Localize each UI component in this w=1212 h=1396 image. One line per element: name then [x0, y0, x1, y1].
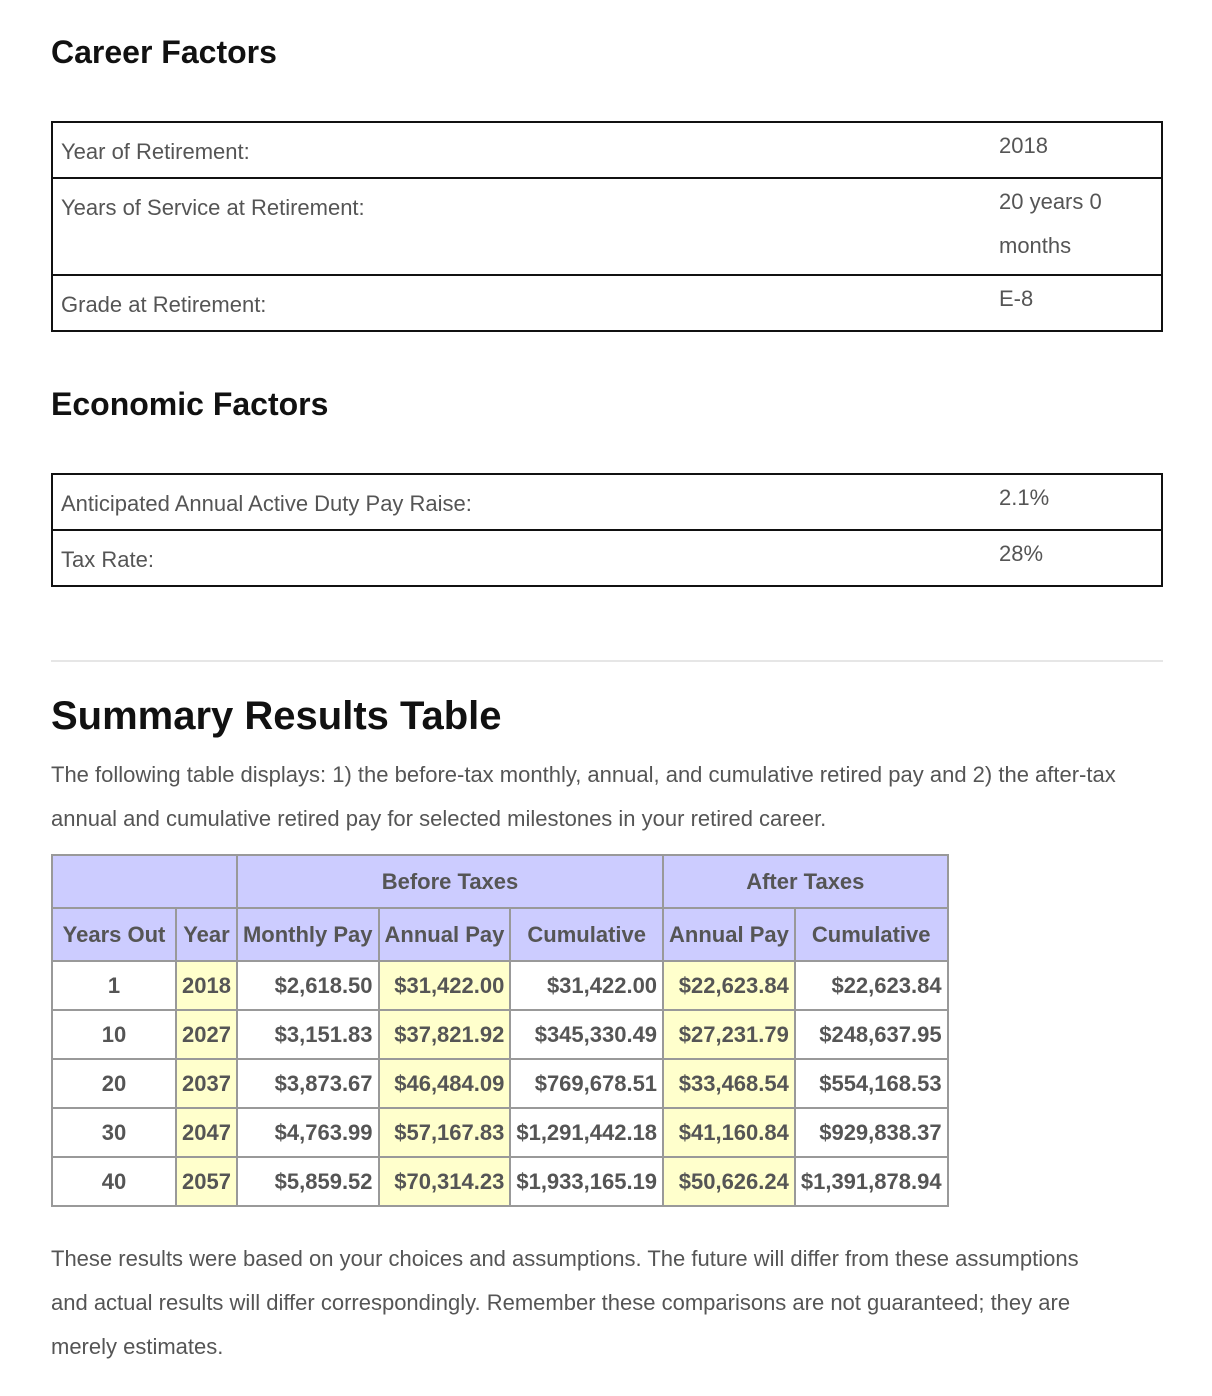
economic-factors-heading: Economic Factors: [51, 386, 329, 422]
table-row: [52, 530, 1162, 586]
annual-pay-after-cell: $27,231.79: [663, 1010, 795, 1059]
col-annual-pay-before: Annual Pay: [379, 908, 511, 961]
annual-pay-before-cell: $57,167.83: [379, 1108, 511, 1157]
year-cell: 2047: [176, 1108, 237, 1157]
table-row: [52, 474, 1162, 530]
annual-pay-after-cell: $41,160.84: [663, 1108, 795, 1157]
cumulative-after-cell: $248,637.95: [795, 1010, 948, 1059]
table-row: [52, 1010, 948, 1059]
pay-raise-label: Anticipated Annual Active Duty Pay Raise:: [61, 491, 472, 516]
pay-raise-value: [991, 474, 1162, 530]
cumulative-before-cell: $345,330.49: [510, 1010, 663, 1059]
before-taxes-header: Before Taxes: [237, 855, 663, 908]
cumulative-before-cell: $1,291,442.18: [510, 1108, 663, 1157]
cumulative-after-cell: $929,838.37: [795, 1108, 948, 1157]
years-out-cell: 10: [52, 1010, 176, 1059]
tax-rate-value: [991, 530, 1162, 586]
table-row: [52, 178, 1162, 275]
monthly-pay-cell: $3,873.67: [237, 1059, 379, 1108]
grade-at-retirement-value: [991, 275, 1162, 331]
career-factors-table: [51, 121, 1163, 332]
col-years-out: Years Out: [52, 908, 176, 961]
grade-at-retirement-label: Grade at Retirement:: [52, 275, 991, 331]
after-taxes-header: After Taxes: [663, 855, 948, 908]
cumulative-before-cell: $769,678.51: [510, 1059, 663, 1108]
value-text: E-8: [999, 286, 1034, 311]
annual-pay-after-cell: $33,468.54: [663, 1059, 795, 1108]
column-header-row: [52, 908, 948, 961]
table-row: [52, 1059, 948, 1108]
annual-pay-after-cell: $50,626.24: [663, 1157, 795, 1206]
annual-pay-after-cell: $22,623.84: [663, 961, 795, 1010]
group-header-row: [52, 855, 948, 908]
table-row: [52, 1157, 948, 1206]
cumulative-after-cell: $1,391,878.94: [795, 1157, 948, 1206]
value-text: 28%: [999, 541, 1044, 566]
table-row: [52, 122, 1162, 178]
col-cumulative-after: Cumulative: [795, 908, 948, 961]
economic-factors-table: [51, 473, 1163, 587]
value-text: 20 years 0 months: [999, 189, 1102, 258]
years-out-cell: 30: [52, 1108, 176, 1157]
monthly-pay-cell: $3,151.83: [237, 1010, 379, 1059]
years-of-service-value: [991, 178, 1162, 275]
monthly-pay-cell: $4,763.99: [237, 1108, 379, 1157]
cumulative-after-cell: $22,623.84: [795, 961, 948, 1010]
annual-pay-before-cell: $46,484.09: [379, 1059, 511, 1108]
annual-pay-before-cell: $70,314.23: [379, 1157, 511, 1206]
col-cumulative-before: Cumulative: [510, 908, 663, 961]
cumulative-after-cell: $554,168.53: [795, 1059, 948, 1108]
annual-pay-before-cell: $31,422.00: [379, 961, 511, 1010]
table-row: [52, 961, 948, 1010]
year-cell: 2018: [176, 961, 237, 1010]
table-row: [52, 275, 1162, 331]
monthly-pay-cell: $5,859.52: [237, 1157, 379, 1206]
disclaimer-text: These results were based on your choices and assumptions. The future will differ from these assumptions and actual results will differ correspondingly. Remember these comparisons are not guaranteed; they are merely estimates.: [51, 1246, 1079, 1359]
summary-results-heading: Summary Results Table: [51, 694, 502, 738]
cumulative-before-cell: $31,422.00: [510, 961, 663, 1010]
col-monthly-pay: Monthly Pay: [237, 908, 379, 961]
tax-rate-label: Tax Rate:: [52, 530, 991, 586]
cumulative-before-cell: $1,933,165.19: [510, 1157, 663, 1206]
col-annual-pay-after: Annual Pay: [663, 908, 795, 961]
annual-pay-before-cell: $37,821.92: [379, 1010, 511, 1059]
year-of-retirement-label: Year of Retirement:: [61, 139, 250, 164]
year-cell: 2027: [176, 1010, 237, 1059]
monthly-pay-cell: $2,618.50: [237, 961, 379, 1010]
years-out-cell: 1: [52, 961, 176, 1010]
years-out-cell: 40: [52, 1157, 176, 1206]
value-text: 2.1%: [999, 485, 1050, 510]
table-row: [52, 1108, 948, 1157]
col-year: Year: [176, 908, 237, 961]
summary-results-table: [51, 854, 949, 1207]
years-out-cell: 20: [52, 1059, 176, 1108]
career-factors-heading: Career Factors: [51, 34, 277, 70]
year-of-retirement-value: [991, 122, 1162, 178]
empty-header-cell: [52, 855, 237, 908]
section-divider: [51, 660, 1163, 662]
year-cell: 2057: [176, 1157, 237, 1206]
summary-intro-text: The following table displays: 1) the before-tax monthly, annual, and cumulative retired pay and 2) the after-tax annual and cumulative retired pay for selected milestones in your retired career.: [51, 762, 1116, 831]
years-of-service-label: Years of Service at Retirement:: [52, 178, 991, 275]
value-text: 2018: [999, 133, 1048, 158]
year-cell: 2037: [176, 1059, 237, 1108]
